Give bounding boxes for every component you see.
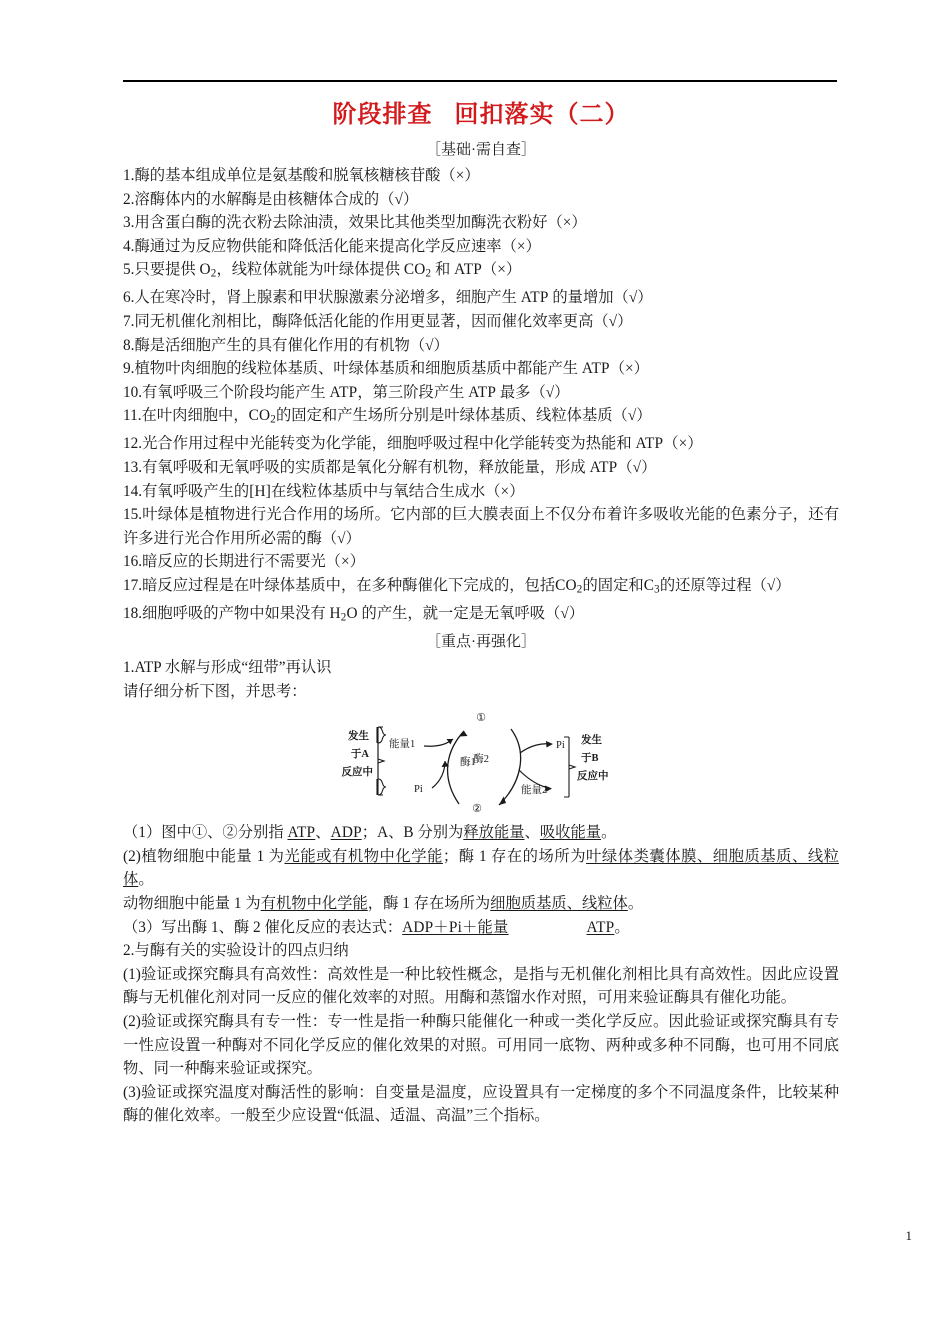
experiments-paragraph-3: (3)验证或探究温度对酶活性的影响：自变量是温度，应设置具有一定梯度的多个不同温度条件，比较某种酶的催化效率。一般至少应设置“低温、适温、高温”三个指标。 (123, 1083, 839, 1125)
energy1-label: 能量1 (389, 739, 416, 751)
basics-item: 14.有氧呼吸产生的[H]在线粒体基质中与氧结合生成水（×） (123, 482, 525, 500)
document-content (123, 98, 839, 1128)
answer-q3: （3）写出酶 1、酶 2 催化反应的表达式：ADP＋Pi＋能量 ATP。 (123, 918, 630, 936)
atp-cycle-diagram (331, 709, 631, 817)
answer-q2b-blank2: 细胞质基质、线粒体 (490, 894, 628, 912)
basics-item: 9.植物叶肉细胞的线粒体基质、叶绿体基质和细胞质基质中都能产生 ATP（×） (123, 360, 649, 378)
page-title-part1: 阶段排查 (332, 102, 433, 128)
answer-q2b: 动物细胞中能量 1 为有机物中化学能，酶 1 存在场所为细胞质基质、线粒体。 (123, 894, 644, 912)
right-arc-path (499, 729, 521, 805)
answer-q1-blank2: ADP (330, 824, 362, 842)
right-brace-point (569, 765, 575, 769)
left-label-line1: 发生 (348, 731, 369, 743)
experiments-paragraph-1: (1)验证或探究酶具有高效性：高效性是一种比较性概念，是指与无机催化剂相比具有高效性。因此应设置酶与无机催化剂对同一反应的催化效率的对照。用酶和蒸馏水作对照，可用来验证酶具有催化功能。 (123, 965, 839, 1007)
left-brace-point (378, 759, 384, 763)
answer-q3-right: ATP (586, 918, 615, 936)
pi-right-label: Pi (556, 740, 565, 752)
energy1-arrowhead (447, 739, 454, 745)
answer-q1-blank3: 释放能量 (463, 824, 525, 842)
right-label-line1: 发生 (581, 735, 602, 747)
answer-q3-equation (402, 919, 614, 936)
experiments-title: 2.与酶有关的实验设计的四点归纳 (123, 942, 349, 960)
pi-output-arrow (520, 744, 550, 753)
basics-item: 1.酶的基本组成单位是氨基酸和脱氧核糖核苷酸（×） (123, 167, 480, 184)
pi-left-label: Pi (414, 784, 423, 796)
basics-item: 2.溶酶体内的水解酶是由核糖体合成的（√） (123, 190, 419, 208)
answer-q3-left: ADP＋Pi＋能量 (402, 918, 509, 936)
enzyme1-label: 酶1 (460, 757, 476, 769)
atp-cycle-diagram-container (123, 709, 839, 817)
diagram-circle-one-label: ① (476, 712, 486, 725)
answer-q2-blank2: 叶绿体类囊体膜、细胞质基质、线粒体 (123, 847, 839, 889)
topic1-title: 1.ATP 水解与形成“纽带”再认识 (123, 658, 332, 676)
basics-item: 8.酶是活细胞产生的具有催化作用的有机物（√） (123, 336, 449, 354)
section-heading-key-points: ［重点·再强化］ (426, 633, 536, 650)
answer-q1-blank1: ATP (287, 824, 316, 842)
basics-item: 4.酶通过为反应物供能和降低活化能来提高化学反应速率（×） (123, 237, 541, 255)
page-title-part2: 回扣落实（二） (454, 102, 630, 128)
answer-q1: （1）图中①、②分别指 ATP、ADP；A、B 分别为释放能量、吸收能量。 (123, 824, 617, 842)
answer-q1-blank4: 吸收能量 (539, 824, 602, 842)
energy2-label: 能量2 (521, 785, 548, 797)
section-heading-basics: ［基础·需自查］ (426, 142, 536, 158)
diagram-circle-two-label: ② (472, 803, 482, 816)
basics-item: 10.有氧呼吸三个阶段均能产生 ATP，第三阶段产生 ATP 最多（√） (123, 383, 570, 401)
header-rule (123, 80, 837, 82)
page-number: 1 (905, 1228, 912, 1243)
left-label-line2: 于A (350, 749, 369, 761)
basics-item: 17.暗反应过程是在叶绿体基质中，在多种酶催化下完成的，包括$CO_2$的固定和$C_3$的还原等过程（√） (123, 576, 791, 596)
page-title (123, 98, 839, 132)
topic1-prompt: 请仔细分析下图，并思考： (123, 682, 307, 700)
pi-output-arrowhead (546, 741, 553, 748)
right-label-line2: 于B (581, 753, 599, 765)
answer-q2b-blank1: 有机物中化学能 (260, 894, 368, 912)
left-brace-tips (378, 727, 383, 795)
enzyme2-label: 酶2 (473, 754, 489, 766)
basics-item: 16.暗反应的长期进行不需要光（×） (123, 553, 365, 571)
basics-item: 18.细胞呼吸的产物中如果没有 $H_2O$ 的产生，就一定是无氧呼吸（√） (123, 604, 585, 624)
left-arc-arrowhead (460, 731, 468, 737)
basics-item: 7.同无机催化剂相比，酶降低活化能的作用更显著，因而催化效率更高（√） (123, 312, 633, 330)
basics-item: 5.只要提供 $O_2$，线粒体就能为叶绿体提供 $CO_2$ 和 ATP（×） (123, 261, 522, 280)
basics-item: 12.光合作用过程中光能转变为化学能，细胞呼吸过程中化学能转变为热能和 ATP（×） (123, 435, 703, 453)
basics-item: 11.在叶肉细胞中，$CO_2$的固定和产生场所分别是叶绿体基质、线粒体基质（√） (123, 407, 652, 426)
experiments-paragraph-2: (2)验证或探究酶具有专一性：专一性是指一种酶只能催化一种或一类化学反应。因此验证或探究酶具有专一性应设置一种酶对不同化学反应的催化效果的对照。可用同一底物、两种或多种不同酶，也可用不同底物、同一种酶来验证或探究。 (123, 1012, 839, 1078)
right-label-line3: 反应中 (577, 771, 609, 783)
left-label-line3: 反应中 (341, 767, 373, 779)
basics-item: 13.有氧呼吸和无氧呼吸的实质都是氧化分解有机物，释放能量，形成 ATP（√） (123, 458, 657, 476)
answer-q2-blank1: 光能或有机物中化学能 (284, 847, 443, 865)
basics-item: 15.叶绿体是植物进行光合作用的场所。它内部的巨大膜表面上不仅分布着许多吸收光能的色素分子，还有许多进行光合作用所必需的酶（√） (123, 506, 839, 547)
answer-q2: (2)植物细胞中能量 1 为光能或有机物中化学能；酶 1 存在的场所为叶绿体类囊体膜、细胞质基质、线粒体。 (123, 847, 839, 889)
basics-item: 6.人在寒冷时，肾上腺素和甲状腺激素分泌增多，细胞产生 ATP 的量增加（√） (123, 289, 653, 307)
basics-item: 3.用含蛋白酶的洗衣粉去除油渍，效果比其他类型加酶洗衣粉好（×） (123, 214, 587, 232)
